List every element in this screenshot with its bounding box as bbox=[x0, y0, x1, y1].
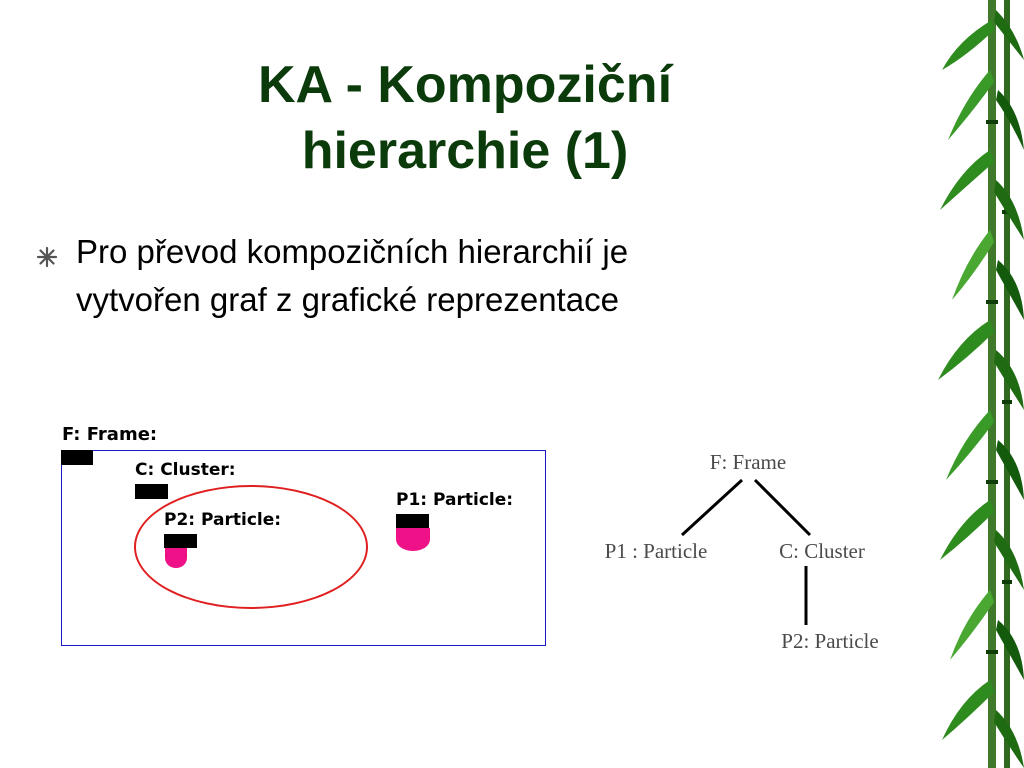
tree-node-p2: P2: Particle bbox=[781, 629, 879, 653]
tree-node-cluster: C: Cluster bbox=[779, 539, 865, 563]
tree-edge-root-cluster bbox=[755, 480, 810, 535]
slide-title-line-2: hierarchie (1) bbox=[301, 122, 629, 180]
p1-label: P1: Particle: bbox=[396, 490, 514, 510]
asterisk-bullet-icon bbox=[36, 246, 58, 268]
p2-handle bbox=[164, 534, 197, 548]
cluster-label: C: Cluster: bbox=[135, 460, 236, 480]
tree-edge-root-p1 bbox=[682, 480, 742, 535]
bullet-item bbox=[36, 228, 896, 324]
bamboo-decoration bbox=[938, 0, 1024, 768]
tree-node-p1: P1 : Particle bbox=[604, 539, 708, 563]
p1-handle bbox=[396, 514, 429, 528]
hierarchy-tree bbox=[590, 440, 900, 670]
p2-label: P2: Particle: bbox=[164, 510, 282, 530]
p1-particle bbox=[396, 528, 430, 551]
cluster-handle bbox=[135, 484, 168, 499]
p2-particle bbox=[165, 548, 187, 568]
frame-handle bbox=[61, 450, 93, 465]
bullet-text bbox=[76, 228, 628, 324]
bullet-line-1: Pro převod kompozičních hierarchií je bbox=[76, 233, 629, 270]
bullet-line-2: vytvořen graf z grafické reprezentace bbox=[76, 281, 619, 318]
slide-title-line-1: KA - Kompoziční bbox=[257, 56, 673, 114]
frame-label: F: Frame: bbox=[62, 424, 158, 445]
tree-node-root: F: Frame bbox=[709, 450, 787, 474]
slide-title bbox=[130, 52, 800, 184]
bamboo-leaves bbox=[938, 10, 1024, 768]
